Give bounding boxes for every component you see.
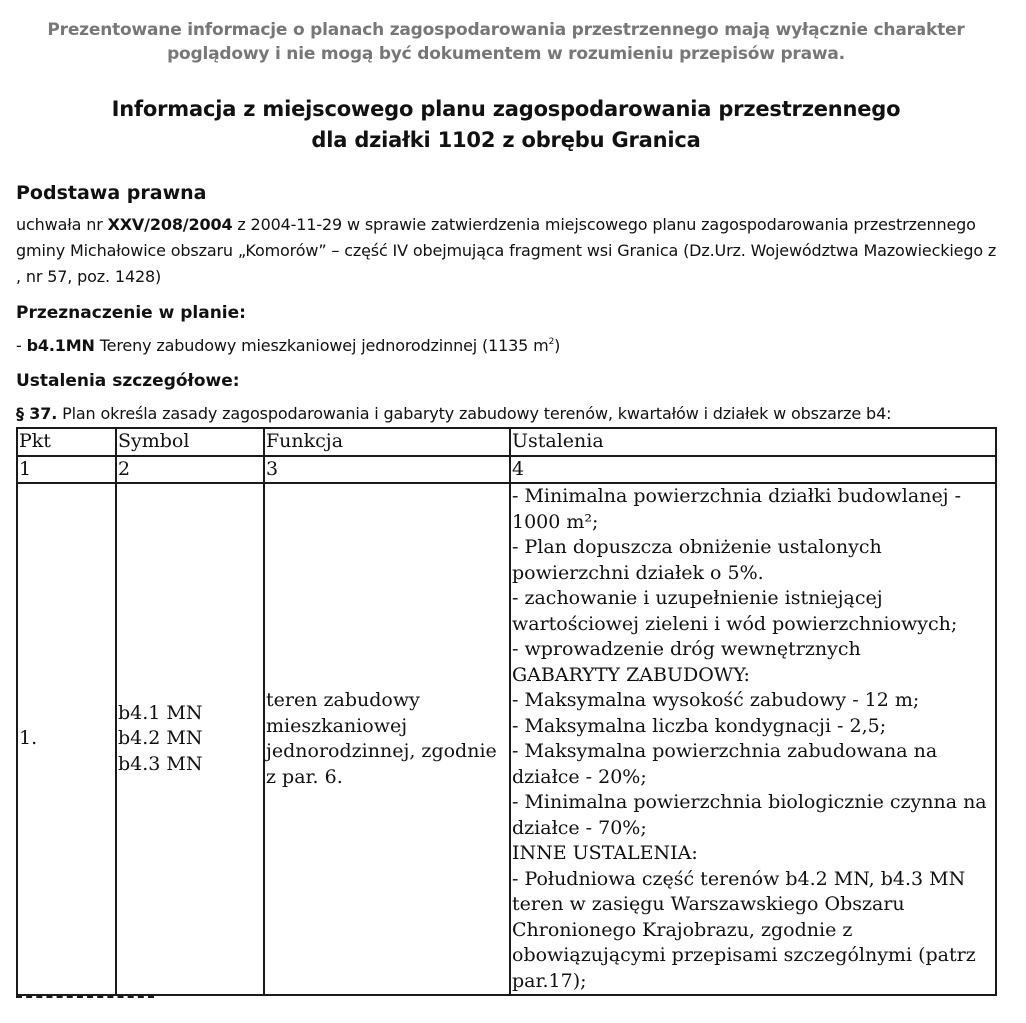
- provision-item: - Minimalna powierzchnia biologicznie czynna na działce - 70%;: [512, 791, 987, 839]
- provision-item: - Maksymalna wysokość zabudowy - 12 m;: [512, 689, 920, 711]
- designation-symbol: b4.1MN: [26, 336, 95, 355]
- provision-item: - Maksymalna liczba kondygnacji - 2,5;: [512, 714, 887, 737]
- provision-item: - zachowanie i uzupełnienie istniejącej wartościowej zieleni i wód powierzchniowych;: [512, 587, 958, 635]
- dashed-border-fragment: [16, 996, 154, 1002]
- resolution-number: XXV/208/2004: [107, 215, 233, 234]
- page-title-line-1: Informacja z miejscowego planu zagospodarowania przestrzennego: [111, 97, 901, 121]
- disclaimer-line-1: Prezentowane informacje o planach zagospodarowania przestrzennego mają wyłącznie charakter: [47, 20, 965, 40]
- designation-description: Tereny zabudowy mieszkaniowej jednorodzinnej (1135 m: [94, 336, 549, 355]
- legal-basis-text: [16, 212, 1006, 290]
- header-ustalenia: Ustalenia: [510, 428, 996, 456]
- legal-basis-body: z 2004-11-29 w sprawie zatwierdzenia miejscowego planu zagospodarowania przestrzennego gminy Michałowice obszaru „Komorów” – część IV obejmująca fragment wsi Granica (Dz.Urz. Województwa Mazowieckiego z , nr 57, poz. 1428): [16, 215, 997, 286]
- designation-heading: Przeznaczenie w planie:: [16, 303, 246, 323]
- legal-basis-prefix: uchwała nr: [16, 215, 108, 234]
- header-pkt: Pkt: [17, 428, 116, 456]
- paragraph-text: [16, 401, 1006, 427]
- detailed-heading: Ustalenia szczegółowe:: [16, 371, 240, 391]
- provision-item: - wprowadzenie dróg wewnętrznych: [512, 638, 861, 660]
- provisions-table: [16, 427, 997, 996]
- designation-close: ): [554, 336, 561, 355]
- header-symbol: Symbol: [116, 428, 264, 456]
- numbering-2: 2: [116, 456, 264, 484]
- numbering-1: 1: [17, 456, 116, 484]
- cell-provisions: [510, 483, 996, 995]
- cell-function: teren zabudowy mieszkaniowej jednorodzinnej, zgodnie z par. 6.: [264, 483, 510, 995]
- provision-item: - Maksymalna powierzchnia zabudowana na działce - 20%;: [512, 740, 938, 788]
- unit-exponent: 2: [548, 337, 555, 347]
- designation-dash: -: [16, 336, 27, 355]
- header-funkcja: Funkcja: [264, 428, 510, 456]
- provision-item: - Plan dopuszcza obniżenie ustalonych powierzchni działek o 5%.: [512, 536, 882, 584]
- table-header-row: [17, 428, 996, 456]
- legal-basis-heading: Podstawa prawna: [16, 182, 207, 204]
- table-numbering-row: [17, 456, 996, 484]
- provision-item: - Minimalna powierzchnia działki budowlanej - 1000 m²;: [512, 485, 962, 533]
- page-title: [0, 94, 1012, 156]
- page-title-line-2: dla działki 1102 z obrębu Granica: [311, 128, 701, 152]
- provision-item: GABARYTY ZABUDOWY:: [512, 663, 750, 686]
- numbering-4: 4: [510, 456, 996, 484]
- disclaimer: [0, 18, 1012, 66]
- provision-item: - Południowa część terenów b4.2 MN, b4.3 MN teren w zasięgu Warszawskiego Obszaru Chronionego Krajobrazu, zgodnie z obowiązującymi przepisami szczególnymi (patrz par.17);: [512, 867, 976, 992]
- symbol-item: b4.3 MN: [118, 752, 203, 775]
- table-row: [17, 483, 996, 995]
- cell-symbols: [116, 483, 264, 995]
- symbol-item: b4.1 MN: [118, 701, 203, 724]
- numbering-3: 3: [264, 456, 510, 484]
- disclaimer-line-2: poglądowy i nie mogą być dokumentem w rozumieniu przepisów prawa.: [167, 44, 845, 64]
- paragraph-number: § 37.: [16, 404, 58, 423]
- cell-pkt: 1.: [17, 483, 116, 995]
- designation-text: [16, 333, 1006, 359]
- paragraph-body: Plan określa zasady zagospodarowania i gabaryty zabudowy terenów, kwartałów i działek w obszarze b4:: [57, 404, 892, 423]
- provision-item: INNE USTALENIA:: [512, 842, 698, 864]
- symbol-item: b4.2 MN: [118, 727, 203, 750]
